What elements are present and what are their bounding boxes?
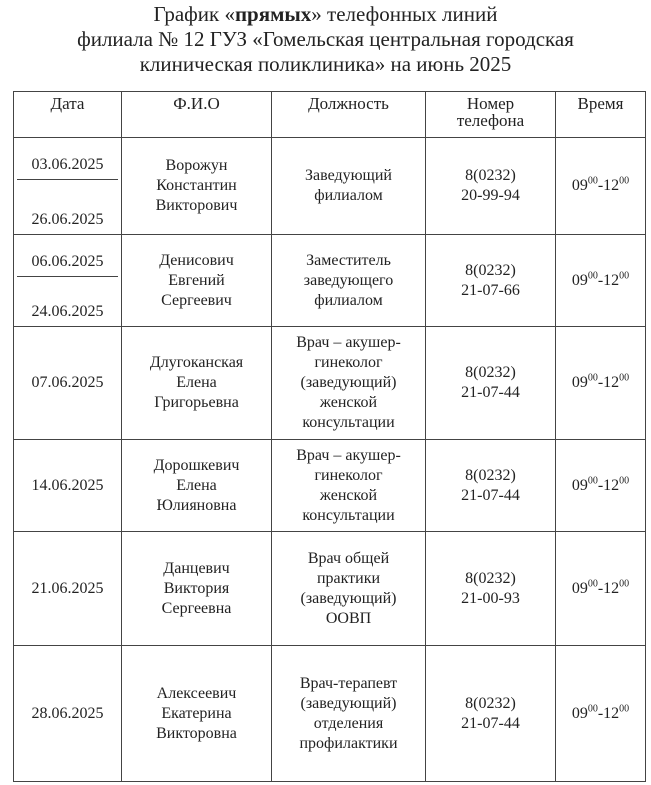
time-end-minutes: 00 (619, 703, 630, 715)
position-line: консультации (302, 506, 395, 524)
position-line: (заведующий) (300, 694, 397, 712)
time-cell (556, 138, 646, 235)
position-cell (272, 327, 426, 440)
position-line: женской (319, 486, 378, 504)
time-end-hour: 12 (603, 177, 620, 194)
fio-cell (122, 138, 272, 235)
table-header-row (14, 92, 646, 138)
fio-line: Константин (156, 177, 237, 194)
fio-cell (122, 327, 272, 440)
time-separator: - (597, 271, 604, 289)
phone-cell (426, 235, 556, 327)
fio-cell (122, 646, 272, 782)
position-line: ООВП (325, 609, 372, 627)
fio-line: Дорошкевич (153, 456, 240, 474)
position-line: профилактики (299, 734, 398, 752)
fio-line: Евгений (168, 271, 225, 289)
position-line: Врач – акушер- (296, 446, 401, 464)
time-separator: - (597, 177, 604, 194)
phone-line: 8(0232) (465, 466, 516, 484)
position-line: Заведующий (304, 167, 392, 184)
position-line: гинеколог (314, 354, 383, 371)
time-start-minutes: 00 (587, 578, 598, 590)
fio-line: Ворожун (165, 157, 228, 174)
time-start-minutes: 00 (587, 270, 598, 282)
position-cell (272, 532, 426, 646)
fio-line: Елена (176, 374, 217, 391)
time-separator: - (597, 476, 604, 494)
date-cell (14, 235, 122, 327)
table-row (14, 235, 646, 327)
time-start-minutes: 00 (587, 372, 598, 384)
fio-line: Елена (176, 476, 217, 494)
position-line: гинеколог (314, 466, 383, 484)
position-cell (272, 440, 426, 532)
date-pair (17, 139, 118, 234)
header-phone-line1: Номер (466, 94, 515, 113)
fio-line: Екатерина (161, 704, 232, 722)
position-line: филиалом (314, 291, 383, 309)
time-cell (556, 440, 646, 532)
fio-line: Викторовна (156, 724, 237, 742)
time-end-hour: 12 (603, 704, 620, 722)
time-end-minutes: 00 (619, 270, 630, 282)
position-line: Врач-терапевт (299, 674, 398, 692)
time-start-minutes: 00 (587, 475, 598, 487)
fio-cell (122, 532, 272, 646)
fio-line: Данцевич (163, 559, 230, 577)
table-body (14, 138, 646, 782)
phone-line: 8(0232) (465, 694, 516, 712)
table-row (14, 138, 646, 235)
header-phone (426, 92, 556, 138)
position-cell (272, 138, 426, 235)
phone-line: 20-99-94 (461, 187, 520, 204)
date-first: 03.06.2025 (17, 139, 118, 180)
time-end-hour: 12 (603, 374, 620, 391)
table-row (14, 440, 646, 532)
time-start-minutes: 00 (587, 175, 598, 187)
fio-line: Юлияновна (156, 496, 237, 514)
position-line: (заведующий) (300, 589, 397, 607)
date-cell: 21.06.2025 (14, 532, 122, 646)
time-start-hour: 09 (571, 374, 588, 391)
phone-line: 8(0232) (465, 261, 516, 279)
time-end-hour: 12 (603, 476, 620, 494)
position-line: женской (319, 394, 378, 411)
position-line: заведующего (303, 271, 394, 289)
header-position: Должность (272, 92, 426, 138)
time-end-hour: 12 (603, 579, 620, 597)
title-suffix: » телефонных линий (311, 2, 498, 26)
header-date: Дата (14, 92, 122, 138)
title-line-1 (0, 2, 651, 27)
schedule-table (13, 91, 646, 782)
time-separator: - (597, 374, 604, 391)
phone-line: 8(0232) (465, 167, 516, 184)
phone-line: 21-00-93 (461, 589, 520, 607)
position-line: филиалом (314, 187, 383, 204)
fio-line: Алексеевич (156, 684, 237, 702)
time-start-hour: 09 (571, 704, 588, 722)
time-start-hour: 09 (571, 579, 588, 597)
title-line-3: клиническая поликлиника» на июнь 2025 (139, 52, 512, 76)
position-line: Врач общей (307, 549, 390, 567)
phone-line: 21-07-44 (461, 384, 520, 401)
date-first: 06.06.2025 (17, 236, 118, 277)
date-cell (14, 138, 122, 235)
time-start-hour: 09 (571, 476, 588, 494)
time-separator: - (597, 704, 604, 722)
document-title (0, 2, 651, 77)
time-end-minutes: 00 (619, 578, 630, 590)
phone-line: 8(0232) (465, 364, 516, 381)
phone-cell (426, 327, 556, 440)
fio-line: Длугоканская (149, 354, 244, 371)
fio-line: Сергеевна (161, 599, 232, 617)
title-line-2: филиала № 12 ГУЗ «Гомельская центральная городская (77, 27, 574, 51)
fio-line: Григорьевна (154, 394, 239, 411)
fio-cell (122, 235, 272, 327)
table-row (14, 532, 646, 646)
header-phone-line2: телефона (456, 111, 525, 130)
position-line: консультации (302, 414, 395, 431)
header-time: Время (556, 92, 646, 138)
phone-line: 21-07-44 (461, 486, 520, 504)
position-line: Заместитель (306, 251, 391, 269)
phone-cell (426, 532, 556, 646)
time-cell (556, 646, 646, 782)
date-cell: 28.06.2025 (14, 646, 122, 782)
position-line: Врач – акушер- (296, 334, 401, 351)
date-cell: 07.06.2025 (14, 327, 122, 440)
table-row (14, 327, 646, 440)
position-cell (272, 235, 426, 327)
time-start-minutes: 00 (587, 703, 598, 715)
position-line: (заведующий) (300, 374, 397, 391)
fio-line: Денисович (159, 251, 234, 269)
header-fio: Ф.И.О (122, 92, 272, 138)
date-pair (17, 236, 118, 326)
phone-line: 21-07-44 (461, 714, 520, 732)
time-start-hour: 09 (571, 271, 588, 289)
time-end-minutes: 00 (619, 175, 630, 187)
fio-line: Виктория (163, 579, 230, 597)
time-cell (556, 235, 646, 327)
position-line: практики (316, 569, 381, 587)
time-end-minutes: 00 (619, 372, 630, 384)
title-prefix: График « (153, 2, 235, 26)
time-cell (556, 532, 646, 646)
phone-cell (426, 440, 556, 532)
fio-line: Викторович (155, 197, 238, 214)
time-start-hour: 09 (571, 177, 588, 194)
title-bold-word: прямых (234, 2, 312, 26)
phone-cell (426, 138, 556, 235)
time-end-hour: 12 (603, 271, 620, 289)
date-cell: 14.06.2025 (14, 440, 122, 532)
phone-line: 21-07-66 (461, 281, 520, 299)
time-separator: - (597, 579, 604, 597)
fio-line: Сергеевич (161, 291, 232, 309)
date-second: 26.06.2025 (31, 210, 104, 228)
phone-line: 8(0232) (465, 569, 516, 587)
position-cell (272, 646, 426, 782)
time-cell (556, 327, 646, 440)
time-end-minutes: 00 (619, 475, 630, 487)
position-line: отделения (313, 714, 384, 732)
phone-cell (426, 646, 556, 782)
table-row (14, 646, 646, 782)
fio-cell (122, 440, 272, 532)
date-second: 24.06.2025 (31, 302, 104, 320)
